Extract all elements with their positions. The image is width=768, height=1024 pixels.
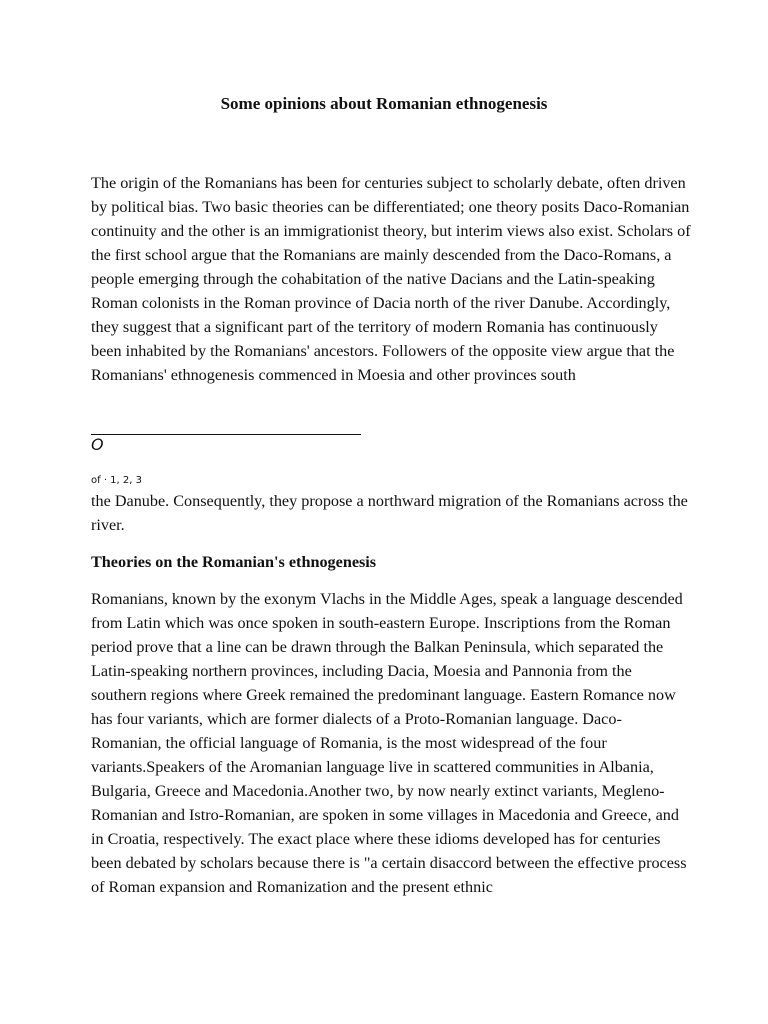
section-heading: Theories on the Romanian's ethnogenesis bbox=[91, 553, 377, 571]
intro-paragraph: The origin of the Romanians has been for centuries subject to scholarly debate, often driven by political bias. Two basic theories can be differentiated; one theory posits Daco-Romanian continuity and the other is an immigrationist theory, but interim views also exist. Scholars of the first school argue that the Romanians are mainly descended from the Daco-Romans, a people emerging through the cohabitation of the native Dacians and the Latin-speaking Roman colonists in the Roman province of Dacia north of the river Danube. Accordingly, they suggest that a significant part of the territory of modern Romania has continuously been inhabited by the Romanians' ancestors. Followers of the opposite view argue that the Romanians' ethnogenesis commenced in Moesia and other provinces south bbox=[91, 174, 691, 384]
footnote-divider bbox=[91, 434, 361, 435]
theories-paragraph: Romanians, known by the exonym Vlachs in the Middle Ages, speak a language descended from Latin which was once spoken in south-eastern Europe. Inscriptions from the Roman period prove that a line can be drawn through the Balkan Peninsula, which separated the Latin-speaking northern provinces, including Dacia, Moesia and Pannonia from the southern regions where Greek remained the predominant language. Eastern Romance now has four variants, which are former dialects of a Proto-Romanian language. Daco-Romanian, the official language of Romania, is the most widespread of the four variants.Speakers of the Aromanian language live in scattered communities in Albania, Bulgaria, Greece and Macedonia.Another two, by now nearly extinct variants, Megleno-Romanian and Istro-Romanian, are spoken in some villages in Macedonia and Greece, and in Croatia, respectively. The exact place where these idioms developed has for centuries been debated by scholars because there is "a certain disaccord between the effective process of Roman expansion and Romanization and the present ethnic bbox=[91, 590, 687, 896]
footnote-mark: O bbox=[91, 435, 104, 454]
page-title: Some opinions about Romanian ethnogenesis bbox=[220, 94, 548, 113]
continuation-paragraph: the Danube. Consequently, they propose a northward migration of the Romanians across the river. bbox=[91, 492, 688, 534]
footnote-reference: of · 1, 2, 3 bbox=[91, 475, 142, 486]
